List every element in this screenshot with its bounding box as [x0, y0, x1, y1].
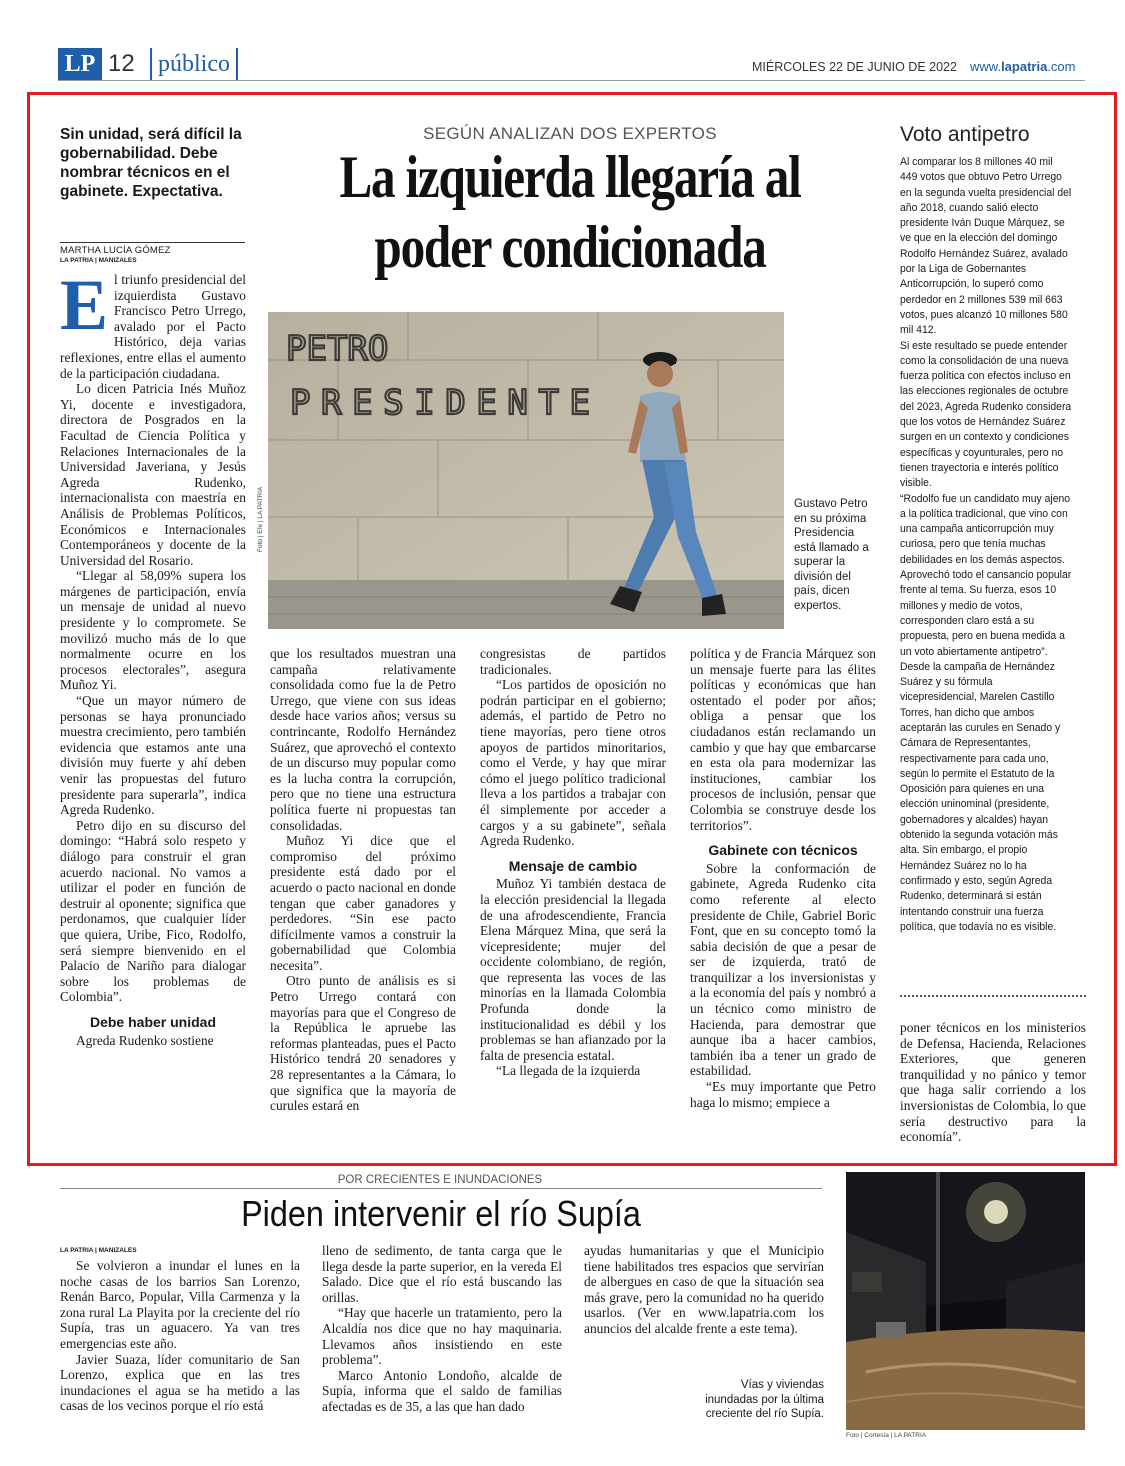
sidebar-paragraph: “Rodolfo fue un candidato muy ajeno a la política tradicional, que vino con una campaña anticorrupción muy curiosa, pero que tenía muchas debilidades en los demás aspectos. Aprovechó todo el cansancio popular frente al tema. Su fuerza, esos 10 millones y medio de votos, corresponden claro está a su propuesta, pero en buena medida a un voto abiertamente antipetro”.	[900, 492, 1072, 658]
graffiti-wall-image	[268, 312, 784, 629]
article-paragraph: poner técnicos en los ministerios de Defensa, Hacienda, Relaciones Exteriores, que generen tranquilidad y no pánico y temor que haga salir corriendo a los inversionistas de Colombia, lo que sería destructivo para la economía”.	[900, 1020, 1086, 1145]
article-paragraph: “Que un mayor número de personas se haya pronunciado muestra crecimiento, pero también evidencia que estamos ante una división muy fuerte y ahí deben venir las propuestas del futuro presidente para superarla”, indica Agreda Rudenko.	[60, 693, 246, 818]
subheading: Debe haber unidad	[89, 1013, 217, 1030]
article2-column-2	[322, 1243, 562, 1415]
graffiti-text-1: PETRO	[286, 329, 389, 369]
website-link[interactable]	[970, 59, 1075, 74]
article-paragraph: Muñoz Yi también destaca de la elección presidencial la llegada de una afrodescendiente, Francia Elena Márquez Mina, que será la vicepresidente; mujer del occidente colombiano, de región, que representa las voces de las minorías en la llamada Colombia Profunda donde la institucionalidad es débil y los problemas se han afianzado por la falta de presencia estatal.	[480, 876, 666, 1063]
article-paragraph: Sobre la conformación de gabinete, Agreda Rudenko cita como referente al electo presidente de Chile, Gabriel Boric Font, que en su concepto tomó la sabia decisión de que a pesar de ser de izquierda, trató de tranquilizar a los inversionistas y a la economía del país y nombró a un técnico como ministro de Hacienda, para demostrar que aunque iba a hacer cambios, también iba a tener un grado de estabilidad.	[690, 860, 876, 1079]
article-paragraph: Javier Suaza, líder comunitario de San Lorenzo, explica que en las tres inundaciones el agua se ha metido a las casas de los vecinos porque el río está	[60, 1351, 300, 1414]
article-paragraph: “Llegar al 58,09% supera los márgenes de participación, envía un mensaje de unidad al nuevo presidente y lo compromete. Se movilizó mucho más de lo que normalmente ocurre en los procesos electorales”, asegura Muñoz Yi.	[60, 568, 246, 693]
article-paragraph: política y de Francia Márquez son un mensaje fuerte para las élites políticas y económicas que han ostentado el poder por años; obliga a pensar que los ciudadanos están reclamando un cambio y que hay que embarcarse en esta ola para modernizar las instituciones, cambiar los procesos de inclusión, pensar que Colombia se construye desde los territorios”.	[690, 646, 876, 833]
article-byline: MARTHA LUCÍA GÓMEZ	[60, 242, 245, 256]
article-paragraph: Petro dijo en su discurso del domingo: “Habrá solo respeto y diálogo para construir el gran acuerdo nacional. No vamos a utilizar el poder en función de destruir al oponente; significa que perdonamos, que cualquier líder que quiera, Uribe, Fico, Rodolfo, será siempre bienvenido en el Palacio de Nariño para dialogar sobre los problemas de Colombia”.	[60, 817, 246, 1005]
article-paragraph: “La llegada de la izquierda	[496, 1063, 641, 1079]
article-paragraph: Agreda Rudenko sostiene	[76, 1032, 214, 1048]
article-headline: La izquierda llegaría al poder condicionada	[339, 144, 801, 280]
flooded-street-image	[846, 1172, 1085, 1430]
article2-photo	[846, 1172, 1085, 1430]
article-paragraph: “Los partidos de oposición no podrán participar en el gobierno; además, el partido de Petro no tiene mayorías, pero tiene otros apoyos de partidos minoritarios, como el Verde, y hay que mirar cómo el juego político tradicional lleva a los partidos a trabajar con él simplemente por acceder a cargos y a su gabinete”, señala Agreda Rudenko.	[480, 677, 666, 849]
graffiti-text-2: PRESIDENTE	[290, 383, 590, 423]
article2-photo-caption: Vías y viviendas inundadas por la última creciente del río Supía.	[705, 1379, 824, 1420]
article-paragraph: Lo dicen Patricia Inés Muñoz Yi, docente e investigadora, directora de Posgrados en la Facultad de Ciencia Política y Relaciones Internacionales de la Universidad Javeriana, y Jesús Agreda Rudenko, internacionalista con maestría en Análisis de Problemas Políticos, Económicos e Internacionales Contemporáneos y docente de la Universidad del Rosario.	[60, 381, 246, 568]
section-name: público	[150, 48, 238, 80]
article2-headline: Piden intervenir el río Supía	[241, 1193, 641, 1234]
sidebar-paragraph: Al comparar los 8 millones 40 mil 449 votos que obtuvo Petro Urrego en la segunda vuelta presidencial del año 2018, cuando salió electo presidente Iván Duque Márquez, se ve que en la elección del domingo Rodolfo Hernández Suárez, avalado por la Liga de Gobernantes Anticorrupción, lo superó como perdedor en 2 millones 539 mil 663 votos, pues alcanzó 10 millones 580 mil 412.	[900, 156, 1072, 337]
article2-byline-source: LA PATRIA | MANIZALES	[60, 1247, 137, 1254]
article-paragraph: congresistas de partidos tradicionales.	[480, 646, 666, 677]
subheading: Gabinete con técnicos	[708, 842, 858, 859]
sidebar-divider	[900, 995, 1086, 997]
article-paragraph: que los resultados muestran una campaña relativamente consolidada como fue la de Petro Urrego, que viene con sus ideas desde hace varios años; versus su contrincante, Rodolfo Hernández Suárez, que aprovechó el contexto de un discurso muy popular como es la lucha contra la corrupción, pero que no tiene una estructura política fuerte ni propuestas tan consolidadas.	[270, 646, 456, 833]
article-paragraph: Otro punto de análisis es si Petro Urrego contará con mayorías para que el Congreso de la República le apruebe las reformas planteadas, pues el Pacto Histórico tendrá 20 senadores y 28 representantes a la Cámara, lo que significa que la mayoría de curules estará en	[270, 973, 456, 1114]
url-domain: lapatria	[1001, 59, 1048, 74]
url-suffix: .com	[1047, 59, 1076, 74]
article-photo	[268, 312, 784, 629]
masthead-divider	[58, 80, 1085, 81]
photo-credit: Foto | Efe | LA PATRIA	[257, 486, 264, 552]
sidebar-paragraph: Desde la campaña de Hernández Suárez y su fórmula vicepresidencial, Marelen Castillo Torres, han dicho que ambos aceptarán las curules en Senado y Cámara de Representantes, respectivamente para cada uno, según lo permite el Estatuto de la Oposición para quienes en una elección uninominal (presidente, gobernadores y alcaldes) hayan obtenido la segunda votación más alta. Sin embargo, el propio Hernández Suárez no lo ha confirmado y esto, según Agreda Rudenko, determinará si están intentando construir una fuerza política, que todavía no es visible.	[900, 660, 1061, 933]
article-paragraph: “Es muy importante que Petro haga lo mismo; empiece a	[690, 1079, 876, 1110]
article-byline-source: LA PATRIA | MANIZALES	[60, 257, 137, 264]
newspaper-logo: LP	[58, 48, 102, 80]
article2-column-3	[584, 1243, 824, 1337]
article-column-1	[60, 265, 246, 1048]
article-paragraph: Se volvieron a inundar el lunes en la noche casas de los barrios San Lorenzo, Renán Barco, Popular, Villa Carmenza y la zona rural La Playita por la creciente del río Supía, tras un aguacero. Ya van tres emergencias este año.	[60, 1258, 300, 1351]
issue-date: MIÉRCOLES 22 DE JUNIO DE 2022	[752, 60, 957, 74]
article-paragraph: lleno de sedimento, de tanta carga que le llega desde la parte superior, en la vereda El Salado. Dice que el río está buscando las orillas.	[322, 1243, 562, 1305]
article-column-3	[480, 646, 666, 1079]
dropcap: E	[60, 265, 109, 345]
article-column-5	[900, 1020, 1086, 1145]
sidebar-paragraph: Si este resultado se puede entender como la consolidación de una nueva fuerza política con efectos incluso en las elecciones regionales de octubre del 2023, Agreda Rudenko considera que los votos de Hernández Suárez surgen en un contexto y condiciones específicas y coyunturales, pero no tienen trayectoria e interés político visible.	[900, 339, 1072, 490]
url-prefix: www.	[970, 59, 1002, 74]
article-paragraph: ayudas humanitarias y que el Municipio tiene habilitados tres espacios que servirían de albergues en caso de que la situación sea más grave, pero la comunidad no ha querido usarlos. (Ver en www.lapatria.com los anuncios del alcalde frente a este tema).	[584, 1243, 824, 1336]
article-paragraph: El triunfo presidencial del izquierdista Gustavo Francisco Petro Urrego, avalado por el Pacto Histórico, deja varias reflexiones, entre ellas el aumento de la participación ciudadana.	[60, 265, 246, 381]
photo-caption: Gustavo Petro en su próxima Presidencia está llamado a superar la división del país, dicen expertos.	[794, 498, 869, 612]
article-paragraph: “Hay que hacerle un tratamiento, pero la Alcaldía nos dice que no hay maquinaria. Llevamos años insistiendo en este problema”.	[322, 1305, 562, 1368]
page-number: 12	[108, 50, 135, 77]
article2-column-1	[60, 1258, 300, 1414]
article2-top-rule	[60, 1188, 822, 1189]
article-column-4	[690, 646, 876, 1110]
article2-photo-credit: Foto | Cortesía | LA PATRIA	[846, 1432, 927, 1439]
article-column-2	[270, 646, 456, 1114]
sidebar-title: Voto antipetro	[900, 123, 1030, 146]
article-paragraph: Muñoz Yi dice que el compromiso del próximo presidente está dado por el acuerdo o pacto nacional en donde tengan que caber ganadores y perdedores. “Sin ese pacto difícilmente vamos a construir la gobernabilidad que Colombia necesita”.	[270, 833, 456, 973]
article-paragraph: Marco Antonio Londoño, alcalde de Supía, informa que el saldo de familias afectadas es de 35, a las que han dado	[322, 1367, 562, 1414]
article-intro: Sin unidad, será difícil la gobernabilidad. Debe nombrar técnicos en el gabinete. Expectativa.	[60, 126, 242, 200]
article-kicker: SEGÚN ANALIZAN DOS EXPERTOS	[423, 124, 717, 143]
article2-kicker: POR CRECIENTES E INUNDACIONES	[270, 1174, 610, 1186]
sidebar-body	[900, 155, 1072, 935]
subheading: Mensaje de cambio	[508, 857, 638, 874]
